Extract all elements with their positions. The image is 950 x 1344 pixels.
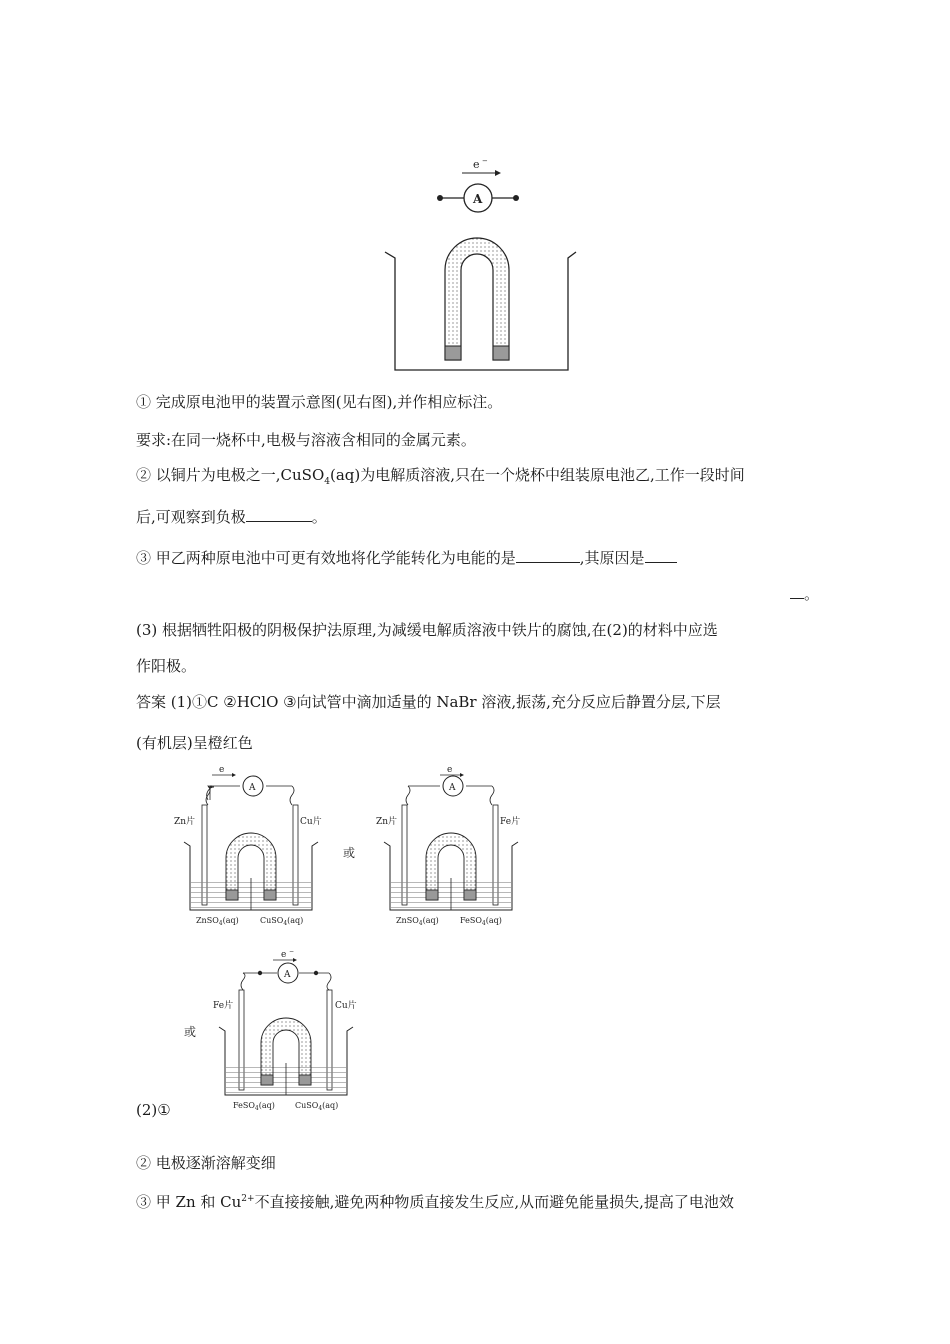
answer-blank[interactable]: [516, 548, 580, 563]
diagram-zn-fe: [370, 760, 530, 935]
svg-text:e: e: [219, 765, 225, 775]
or-label: 或: [184, 1025, 197, 1039]
question-line-3: ② 以铜片为电极之一,CuSO$_4$(aq)为电解质溶液,只在一个烧杯中组装原电池乙,工作一段时间: [136, 466, 745, 487]
svg-text:ZnSO4(aq): ZnSO$_4$(aq): [396, 916, 439, 927]
electrode-label: Cu片: [335, 1001, 357, 1011]
svg-text:CuSO4(aq): CuSO$_4$(aq): [295, 1101, 339, 1112]
question-line-5: ③ 甲乙两种原电池中可更有效地将化学能转化为电能的是 ,其原因是: [136, 548, 677, 568]
electron-label: e: [473, 158, 480, 171]
svg-text:FeSO4(aq): FeSO$_4$(aq): [460, 916, 502, 927]
question-line-7: (3) 根据牺牲阳极的阴极保护法原理,为减缓电解质溶液中铁片的腐蚀,在(2)的材料中应选: [136, 621, 718, 639]
ammeter-label: A: [473, 192, 483, 206]
answer-blank[interactable]: [790, 584, 804, 599]
answer-line-2b: ② 电极逐渐溶解变细: [136, 1154, 276, 1172]
answer-line-2: (有机层)呈橙红色: [136, 734, 253, 752]
question-line-1: ① 完成原电池甲的装置示意图(见右图),并作相应标注。: [136, 393, 503, 411]
electrode-label: Fe片: [500, 817, 521, 827]
or-label: 或: [343, 846, 356, 860]
svg-text:A: A: [284, 970, 291, 980]
svg-text:FeSO4(aq): FeSO$_4$(aq): [233, 1101, 275, 1112]
answer-line-3: ③ 甲 Zn 和 $Cu^{2+}$不直接接触,避免两种物质直接发生反应,从而避免能量损失,提高了电池效: [136, 1193, 734, 1211]
electrode-label: Zn片: [174, 817, 196, 827]
electrode-label: Zn片: [376, 817, 398, 827]
svg-text:CuSO4(aq): CuSO$_4$(aq): [260, 916, 304, 927]
answer-blank[interactable]: [645, 548, 677, 563]
svg-text:e: e: [281, 950, 287, 960]
answer-label-2: (2)①: [136, 1101, 171, 1119]
diagram-fe-cu: [205, 945, 365, 1120]
question-line-6: 。: [790, 584, 819, 604]
answer-blank[interactable]: [246, 507, 312, 522]
ammeter-icon: [464, 184, 492, 212]
question-line-8: 作阳极。: [136, 657, 197, 675]
diagram-zn-cu: [170, 760, 330, 935]
question-line-4: 后,可观察到负极 。: [136, 508, 327, 526]
svg-text:−: −: [482, 157, 488, 165]
ammeter-icon: [243, 776, 263, 796]
answer-line-1: 答案 (1)①C ②HClO ③向试管中滴加适量的 NaBr 溶液,振荡,充分反应后静置分层,下层: [136, 693, 721, 711]
electrode-label: Fe片: [213, 1001, 234, 1011]
ammeter-icon: [443, 776, 463, 796]
svg-text:ZnSO4(aq): ZnSO$_4$(aq): [196, 916, 239, 927]
svg-text:A: A: [449, 783, 456, 793]
svg-text:−: −: [289, 948, 295, 955]
svg-text:e: e: [447, 765, 453, 775]
question-line-2: 要求:在同一烧杯中,电极与溶液含相同的金属元素。: [136, 431, 476, 449]
ammeter-icon: [278, 963, 298, 983]
svg-text:A: A: [249, 783, 256, 793]
top-apparatus-figure: [380, 150, 580, 375]
electrode-label: Cu片: [300, 817, 322, 827]
